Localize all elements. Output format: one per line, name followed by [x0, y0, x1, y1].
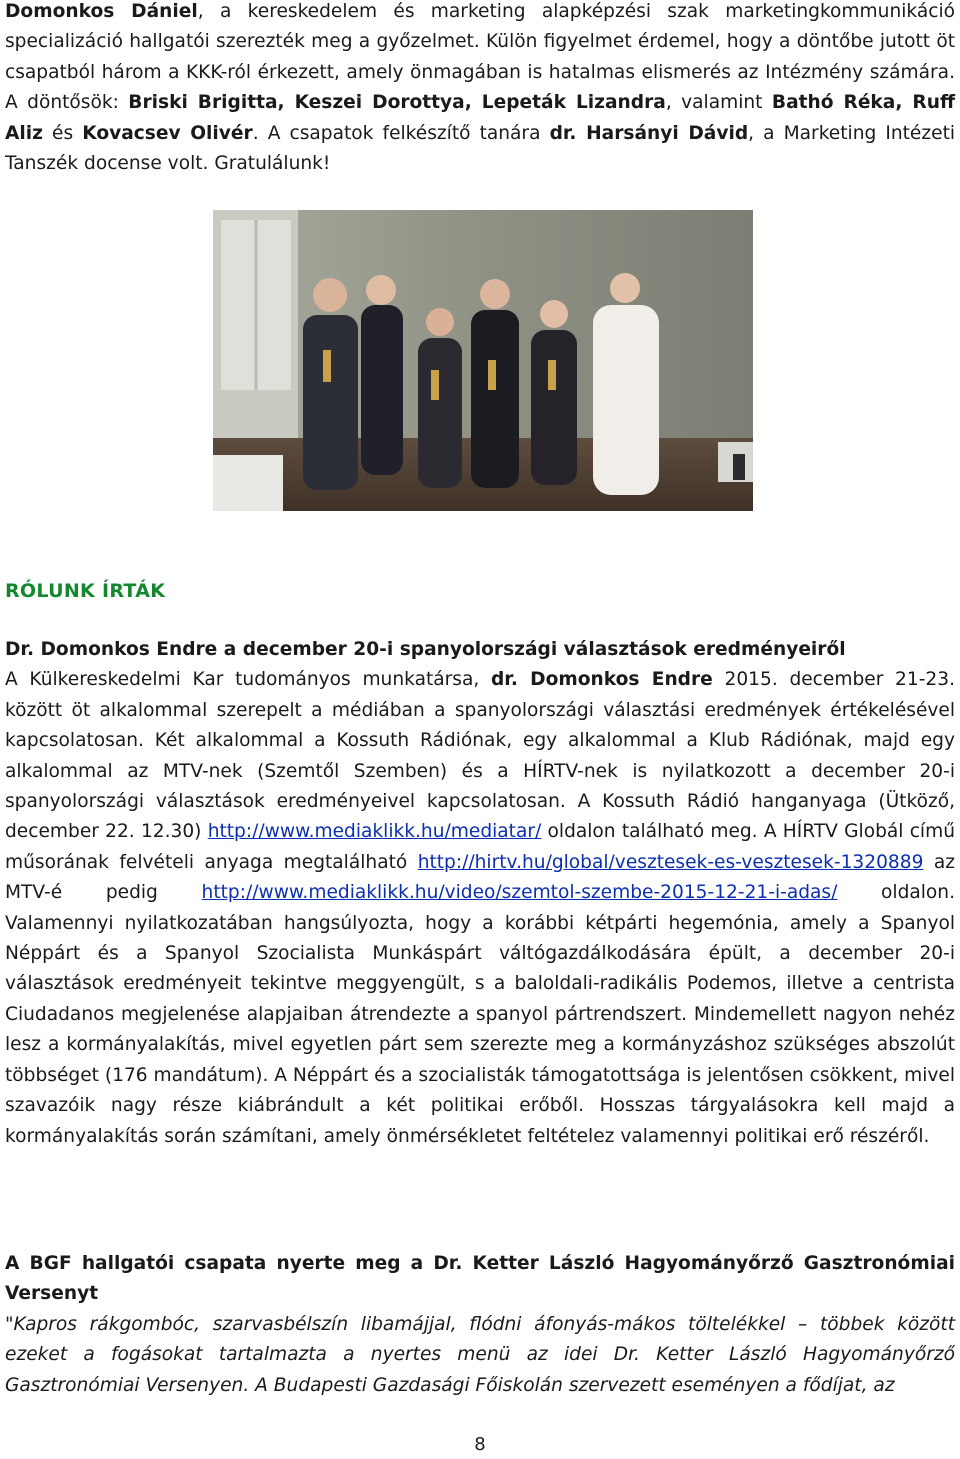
finalists-names-3: Kovacsev Olivér	[82, 122, 253, 144]
link-mediaklikk-video[interactable]: http://www.mediaklikk.hu/video/szemtol-szembe-2015-12-21-i-adas/	[201, 882, 838, 904]
teacher-name: dr. Harsányi Dávid	[549, 122, 749, 144]
link-hirtv-global[interactable]: http://hirtv.hu/global/vesztesek-es-vesztesek-1320889	[417, 851, 924, 873]
team-photo	[213, 210, 753, 511]
link-mediaklikk-mediatar[interactable]: http://www.mediaklikk.hu/mediatar/	[207, 821, 542, 843]
winner-name: Domonkos Dániel	[5, 1, 198, 22]
article-domonkos: Dr. Domonkos Endre a december 20-i spanyolországi választások eredményeiről A Külkereskedelmi Kar tudományos munkatársa, dr. Domonkos Endre 2015. december 21-23. között öt alkalommal szerepelt a médiában a spanyolországi választási eredmények értékelésével kapcsolatosan. Két alkalommal a Kossuth Rádiónak, egy alkalommal a Klub Rádiónak, majd egy alkalommal az MTV-nek (Szemtől Szemben) és a HÍRTV-nek is nyilatkozott a december 20-i spanyolországi választások eredményeivel kapcsolatosan. A Kossuth Rádió hanganyaga (Ütköző, december 22. 12.30) http://www.mediaklikk.hu/mediatar/ oldalon található meg. A HÍRTV Globál című műsorának felvételi anyaga megtalálható http://hirtv.hu/global/vesztesek-es-vesztesek-1320889 az MTV-é pedig http://www.mediaklikk.hu/video/szemtol-szembe-2015-12-21-i-adas/ oldalon. Valamennyi nyilatkozatában hangsúlyozta, hogy a korábbi kétpárti hegemónia, amely a Spanyol Néppárt és a Spanyol Szocialista Munkáspárt váltógazdálkodására épült, a december 20-i választások eredményeit tekintve meggyengült, s a baloldali-radikális Podemos, illetve a centrista Ciudadanos megjelenése alapjaiban átrendezte a spanyol pártrendszert. Mindemellett nagyon nehéz lesz a kormányalakítás, mivel egyetlen párt sem szerezte meg a kormányzáshoz szükséges abszolút többséget (176 mandátum). A Néppárt és a szocialisták támogatottsága is jelentősen csökkent, mivel szavazóik nagy része kiábrándult a két politikai erőből. Hosszas tárgyalásokra kell majd a kormányalakítás során számítani, amely önmérsékletet feltételez valamennyi politikai erő részéről.	[5, 639, 956, 1147]
article-gastronomy	[5, 1249, 955, 1401]
page-number: 8	[474, 1434, 486, 1455]
section-heading: RÓLUNK ÍRTÁK	[5, 580, 166, 602]
winners-paragraph: Domonkos Dániel, a kereskedelem és marketing alapképzési szak marketingkommunikáció specializáció hallgatói szerezték meg a győzelmet. Külön figyelmet érdemel, hogy a döntőbe jutott öt csapatból három a KKK-ról érkezett, amely önmagában is hatalmas elismerés az Intézmény számára. A döntősök: Briski Brigitta, Keszei Dorottya, Lepeták Lizandra, valamint Bathó Réka, Ruff Aliz és Kovacsev Olivér. A csapatok felkészítő tanára dr. Harsányi Dávid, a Marketing Intézeti Tanszék docense volt. Gratulálunk!	[5, 1, 956, 175]
finalists-names-2: Bathó Réka, Ruff Aliz	[5, 92, 956, 144]
article-quote: "Kapros rákgombóc, szarvasbélszín libamájjal, flódni áfonyás-mákos töltelékkel – többek között ezeket a fogásokat tartalmazta a nyertes menü az idei Dr. Ketter László Hagyományőrző Gasztronómiai Versenyen. A Budapesti Gazdasági Főiskolán szervezett eseményen a fődíjat, az	[5, 1313, 955, 1396]
finalists-names-1: Briski Brigitta, Keszei Dorottya, Lepeták Lizandra	[128, 92, 666, 114]
article-headline-2: A BGF hallgatói csapata nyerte meg a Dr. Ketter László Hagyományőrző Gasztronómiai Versenyt	[5, 1253, 955, 1305]
researcher-name: dr. Domonkos Endre	[491, 669, 713, 691]
article-headline: Dr. Domonkos Endre a december 20-i spanyolországi választások eredményeiről	[5, 639, 846, 660]
